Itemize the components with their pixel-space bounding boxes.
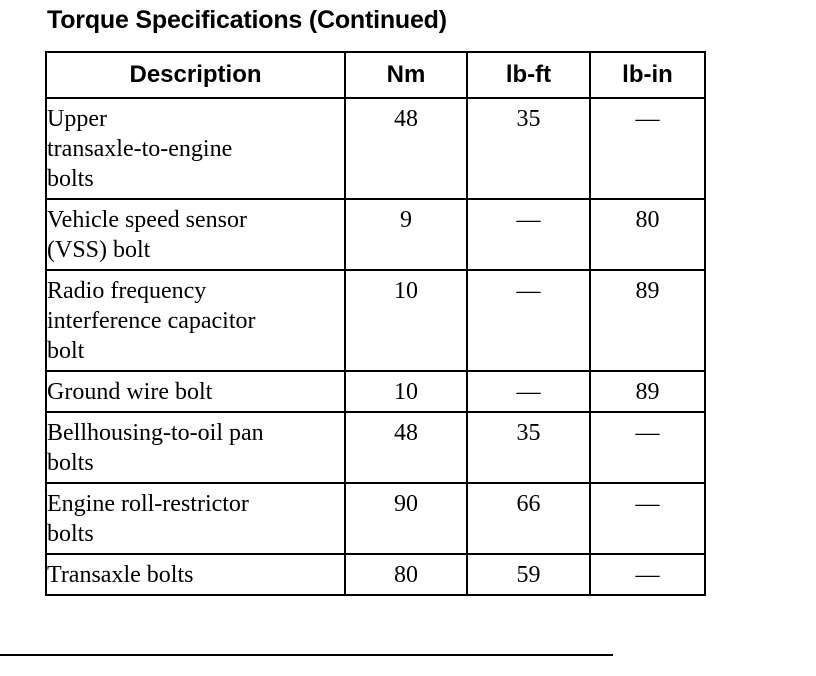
row-description	[46, 98, 345, 199]
row-lb-in-value: —	[590, 554, 705, 595]
row-lb-ft-value: —	[467, 199, 590, 270]
row-nm-value: 80	[345, 554, 467, 595]
row-description	[46, 199, 345, 270]
row-nm-value: 48	[345, 412, 467, 483]
description-line: Bellhousing-to-oil pan	[47, 420, 264, 446]
table-header-row	[46, 52, 705, 98]
row-nm-value: 90	[345, 483, 467, 554]
page-title: Torque Specifications (Continued)	[47, 6, 447, 34]
header-nm: Nm	[345, 52, 467, 98]
table-row	[46, 483, 705, 554]
table-row	[46, 270, 705, 371]
row-description	[46, 412, 345, 483]
row-lb-ft-value: 35	[467, 412, 590, 483]
row-description	[46, 554, 345, 595]
row-lb-in-value: 89	[590, 371, 705, 412]
row-nm-value: 48	[345, 98, 467, 199]
table-row	[46, 554, 705, 595]
description-line: transaxle-to-engine	[47, 136, 233, 162]
description-line: (VSS) bolt	[47, 237, 151, 263]
description-line: Upper	[47, 106, 107, 132]
footer-rule	[0, 654, 613, 656]
row-lb-in-value: —	[590, 98, 705, 199]
row-lb-in-value: —	[590, 412, 705, 483]
description-line: Transaxle bolts	[47, 562, 194, 588]
row-nm-value: 10	[345, 371, 467, 412]
row-description	[46, 483, 345, 554]
description-line: bolts	[47, 521, 94, 547]
table-body	[46, 98, 705, 595]
header-lb-ft: lb-ft	[467, 52, 590, 98]
row-lb-ft-value: —	[467, 270, 590, 371]
table-row	[46, 98, 705, 199]
row-lb-ft-value: 66	[467, 483, 590, 554]
description-line: Engine roll-restrictor	[47, 491, 249, 517]
row-lb-ft-value: —	[467, 371, 590, 412]
row-lb-ft-value: 59	[467, 554, 590, 595]
description-line: bolt	[47, 338, 85, 364]
description-line: interference capacitor	[47, 308, 256, 334]
row-lb-ft-value: 35	[467, 98, 590, 199]
header-description: Description	[46, 52, 345, 98]
row-lb-in-value: 89	[590, 270, 705, 371]
description-line: Ground wire bolt	[47, 379, 213, 405]
table-row	[46, 371, 705, 412]
header-lb-in: lb-in	[590, 52, 705, 98]
table-row	[46, 412, 705, 483]
description-line: Vehicle speed sensor	[47, 207, 247, 233]
row-lb-in-value: —	[590, 483, 705, 554]
row-description	[46, 270, 345, 371]
table-row	[46, 199, 705, 270]
torque-spec-table	[45, 51, 706, 596]
description-line: Radio frequency	[47, 278, 207, 304]
row-lb-in-value: 80	[590, 199, 705, 270]
row-description	[46, 371, 345, 412]
description-line: bolts	[47, 166, 94, 192]
description-line: bolts	[47, 450, 94, 476]
row-nm-value: 9	[345, 199, 467, 270]
row-nm-value: 10	[345, 270, 467, 371]
